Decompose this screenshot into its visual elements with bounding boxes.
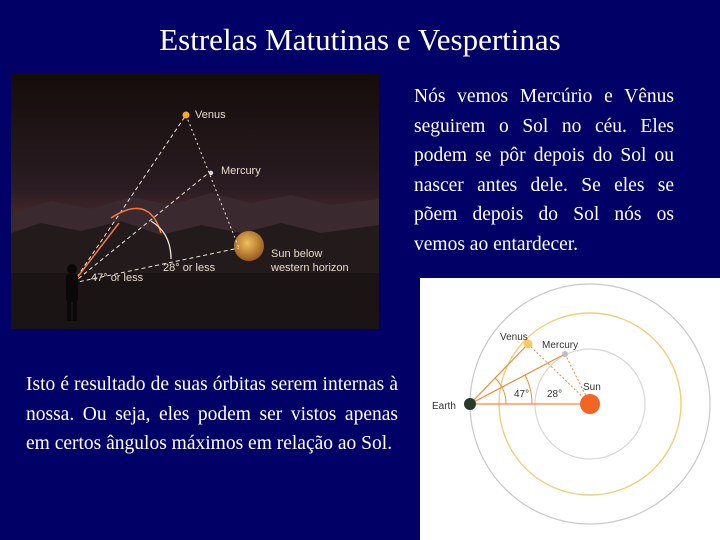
- venus-point: [183, 112, 190, 119]
- explanation-paragraph: Nós vemos Mercúrio e Vênus seguirem o Sol no céu. Eles podem se pôr depois do Sol ou nascer antes dele. Se eles se põem depois do Sol nós os vemos ao entardecer.: [414, 86, 674, 255]
- angle-mercury-label: 28° or less: [163, 262, 216, 274]
- sun-label-line2: western horizon: [271, 262, 349, 274]
- mercury-point: [209, 171, 213, 175]
- sun-disk: [580, 394, 600, 414]
- mercury-label: Mercury: [221, 165, 261, 177]
- mercury-label: Mercury: [542, 340, 579, 351]
- evening-sky-illustration: [11, 73, 379, 329]
- earth-label: Earth: [432, 401, 456, 412]
- venus-label: Venus: [500, 332, 528, 343]
- slide-title: Estrelas Matutinas e Vespertinas: [159, 22, 561, 57]
- mercury-planet: [562, 351, 568, 357]
- angle-venus-label: 47° or less: [91, 272, 144, 284]
- angle-venus-label: 47°: [514, 389, 530, 400]
- sun-label-line1: Sun below: [271, 248, 323, 260]
- angle-mercury-label: 28°: [547, 389, 563, 400]
- venus-label: Venus: [195, 109, 226, 121]
- orbit-paragraph: Isto é resultado de suas órbitas serem internas à nossa. Ou seja, eles podem ser vistos apenas em certos ângulos máximos em relação ao Sol.: [26, 374, 398, 454]
- earth-planet: [464, 398, 476, 410]
- sun-label: Sun: [583, 382, 601, 393]
- orbit-diagram: [420, 278, 720, 540]
